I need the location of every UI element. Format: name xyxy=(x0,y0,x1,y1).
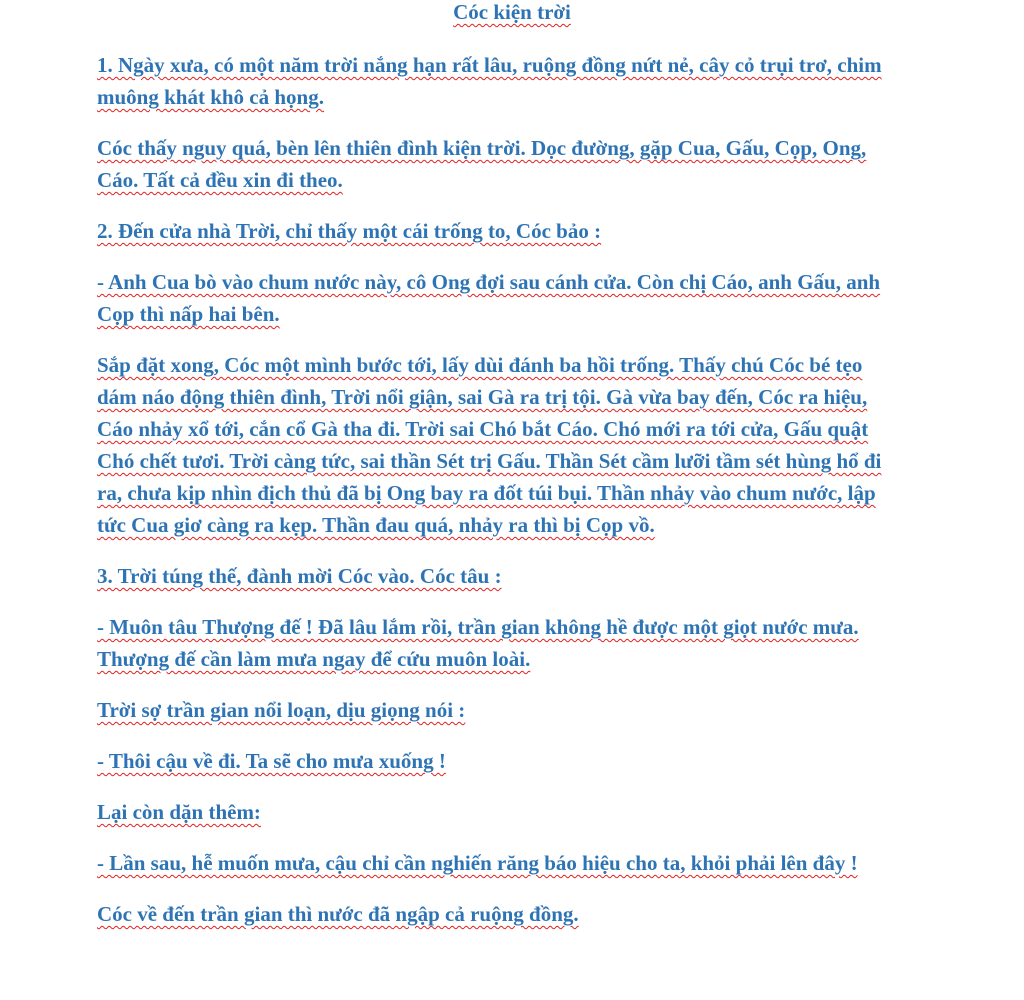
paragraph-8: Trời sợ trần gian nổi loạn, dịu giọng nói : xyxy=(97,698,466,722)
paragraph-3: 2. Đến cửa nhà Trời, chỉ thấy một cái trống to, Cóc bảo : xyxy=(97,219,602,243)
paragraph-4: - Anh Cua bò vào chum nước này, cô Ong đợi sau cánh cửa. Còn chị Cáo, anh Gấu, anh Cọp thì nấp hai bên. xyxy=(97,270,881,326)
document-body xyxy=(97,49,897,949)
paragraph-1: 1. Ngày xưa, có một năm trời nắng hạn rất lâu, ruộng đồng nứt nẻ, cây cỏ trụi trơ, chim muông khát khô cả họng. xyxy=(97,53,882,109)
paragraph-10: Lại còn dặn thêm: xyxy=(97,800,261,824)
document-title: Cóc kiện trời xyxy=(453,0,571,24)
paragraph-6: 3. Trời túng thế, đành mời Cóc vào. Cóc tâu : xyxy=(97,564,502,588)
paragraph-7: - Muôn tâu Thượng đế ! Đã lâu lắm rồi, trần gian không hề được một giọt nước mưa. Thượng đế cần làm mưa ngay để cứu muôn loài. xyxy=(97,615,859,671)
paragraph-11: - Lần sau, hễ muốn mưa, cậu chỉ cần nghiến răng báo hiệu cho ta, khỏi phải lên đây ! xyxy=(97,851,858,875)
paragraph-9: - Thôi cậu về đi. Ta sẽ cho mưa xuống ! xyxy=(97,749,446,773)
paragraph-2: Cóc thấy nguy quá, bèn lên thiên đình kiện trời. Dọc đường, gặp Cua, Gấu, Cọp, Ong, Cáo. Tất cả đều xin đi theo. xyxy=(97,136,867,192)
paragraph-12: Cóc về đến trần gian thì nước đã ngập cả ruộng đồng. xyxy=(97,902,579,926)
paragraph-5: Sắp đặt xong, Cóc một mình bước tới, lấy dùi đánh ba hồi trống. Thấy chú Cóc bé tẹo dám náo động thiên đình, Trời nổi giận, sai Gà ra trị tội. Gà vừa bay đến, Cóc ra hiệu, Cáo nhảy xổ tới, cắn cổ Gà tha đi. Trời sai Chó bắt Cáo. Chó mới ra tới cửa, Gấu quật Chó chết tươi. Trời càng tức, sai thần Sét trị Gấu. Thần Sét cầm lưỡi tầm sét hùng hổ đi ra, chưa kịp nhìn địch thủ đã bị Ong bay ra đốt túi bụi. Thần nhảy vào chum nước, lập tức Cua giơ càng ra kẹp. Thần đau quá, nhảy ra thì bị Cọp vồ. xyxy=(97,353,882,537)
